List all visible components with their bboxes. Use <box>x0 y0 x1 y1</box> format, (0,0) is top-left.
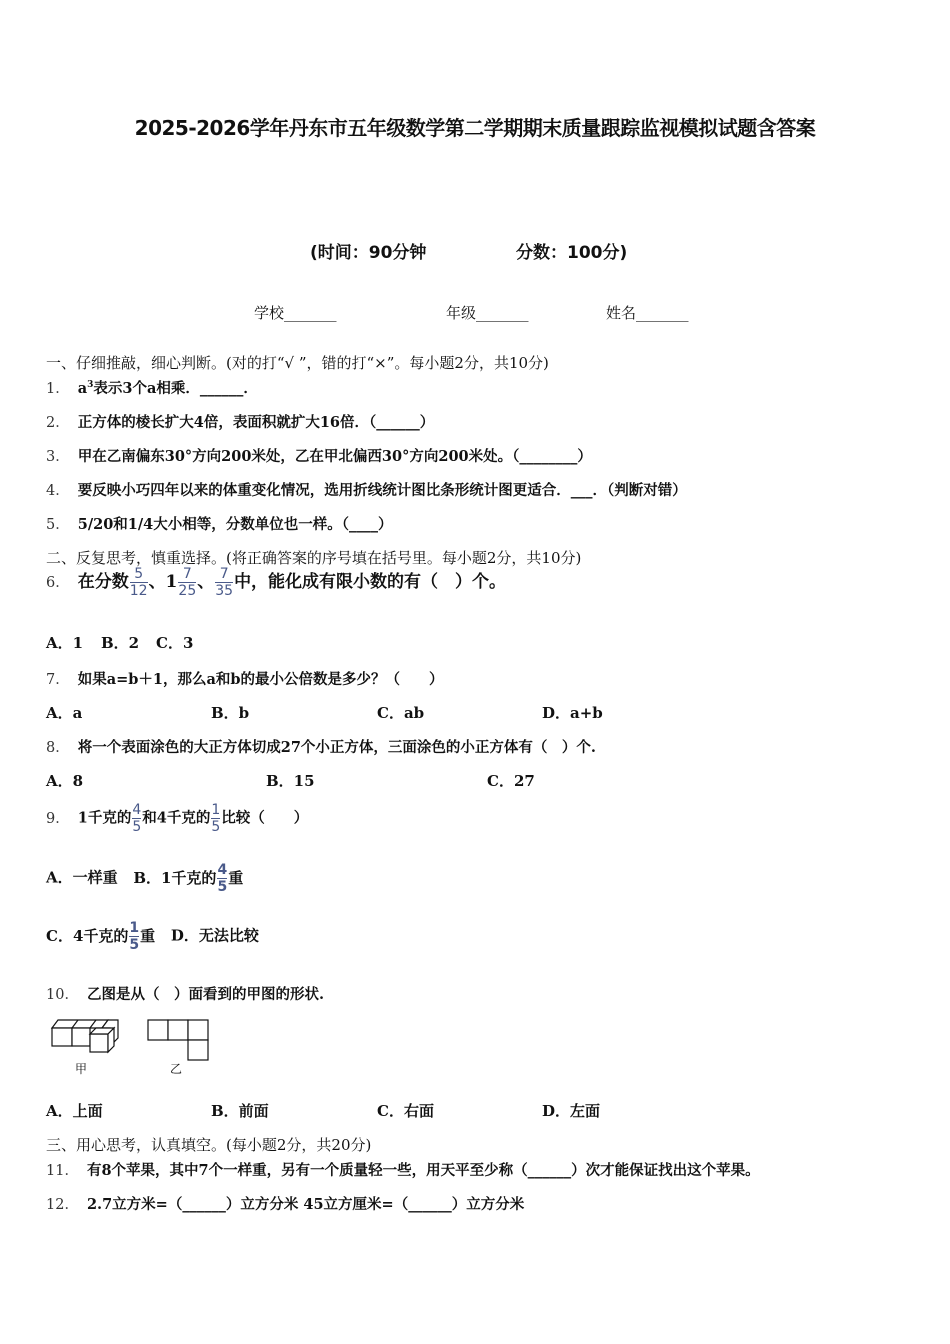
fraction: $\frac{1}{5}$ <box>129 920 140 953</box>
page-title: 2025-2026学年丹东市五年级数学第二学期期末质量跟踪监视模拟试题含答案 <box>134 116 816 140</box>
q7-option-c: C．ab <box>377 704 425 722</box>
question-1: 1． $a^3$表示3个a相乘．______． <box>46 380 258 397</box>
question-3: 3． 甲在乙南偏东30°方向200米处，乙在甲北偏西30°方向200米处。（________） <box>46 448 592 465</box>
exam-score: 分数：100分) <box>516 243 628 263</box>
q9-option-c: C．4千克的 $\frac{1}{5}$ 重 <box>46 920 156 953</box>
question-number: 9． <box>46 810 70 827</box>
question-number: 1． <box>46 381 70 397</box>
q9-option-d: D．无法比较 <box>170 926 259 945</box>
q6-option-b: B．2 <box>101 634 140 652</box>
question-number: 7． <box>46 672 70 688</box>
q7-option-a: A．a <box>46 704 83 722</box>
cube-figure-jia <box>50 1016 122 1058</box>
question-11: 11． 有8个苹果，其中7个一样重，另有一个质量轻一些，用天平至少称（______）次才能保证找出这个苹果。 <box>46 1162 760 1179</box>
question-9: 9． 1千克的 $\frac{4}{5}$ 和4千克的 $\frac{1}{5}$ 比较（ ） <box>46 802 309 835</box>
q9-options-row-1 <box>46 862 243 895</box>
fraction: $\frac{7}{25}$ <box>178 566 197 599</box>
question-number: 3． <box>46 449 70 465</box>
question-number: 10． <box>46 987 79 1003</box>
q9-option-a: A．一样重 <box>46 868 118 887</box>
question-number: 5． <box>46 517 70 533</box>
question-2: 2． 正方体的棱长扩大4倍，表面积就扩大16倍．（______） <box>46 414 435 431</box>
question-number: 12． <box>46 1197 79 1213</box>
q9-option-b: B．1千克的 $\frac{4}{5}$ 重 <box>133 862 244 895</box>
figure-label-jia: 甲 <box>75 1062 88 1076</box>
q8-option-b: B．15 <box>266 772 315 790</box>
question-7: 7． 如果a=b＋1，那么a和b的最小公倍数是多少？（ ） <box>46 671 444 688</box>
name-field: 姓名_______ <box>606 304 689 322</box>
q7-option-b: B．b <box>211 704 250 722</box>
question-number: 4． <box>46 483 70 499</box>
fraction: $\frac{5}{12}$ <box>129 566 148 599</box>
grade-field: 年级_______ <box>446 304 529 322</box>
figure-label-yi: 乙 <box>170 1062 183 1076</box>
question-12: 12． 2.7立方米=（______）立方分米 45立方厘米=（______）立方分米 <box>46 1196 525 1213</box>
fraction: $\frac{4}{5}$ <box>217 862 228 895</box>
q8-option-a: A．8 <box>46 772 84 790</box>
question-number: 11． <box>46 1163 79 1179</box>
question-5: 5． 5/20和1/4大小相等，分数单位也一样。（____） <box>46 516 393 533</box>
question-6: 6． 在分数 $\frac{5}{12}$ 、1 $\frac{7}{25}$ 、 $\frac{7}{35}$ 中，能化成有限小数的有（ ）个。 <box>46 566 507 599</box>
fraction: $\frac{1}{5}$ <box>211 802 221 835</box>
q6-option-c: C．3 <box>156 634 194 652</box>
section-1-heading: 一、仔细推敲，细心判断。(对的打“√ ”，错的打“×”。每小题2分，共10分) <box>46 354 549 372</box>
grid-figure-yi <box>146 1018 210 1062</box>
fraction: $\frac{4}{5}$ <box>132 802 142 835</box>
q8-option-c: C．27 <box>487 772 535 790</box>
question-number: 2． <box>46 415 70 431</box>
q6-option-a: A．1 <box>46 634 84 652</box>
exam-time: (时间：90分钟 <box>310 243 427 263</box>
section-3-heading: 三、用心思考，认真填空。(每小题2分，共20分) <box>46 1136 372 1154</box>
question-4: 4． 要反映小巧四年以来的体重变化情况，选用折线统计图比条形统计图更适合．___．（判断对错） <box>46 482 687 499</box>
section-2-heading: 二、反复思考，慎重选择。(将正确答案的序号填在括号里。每小题2分，共10分) <box>46 549 582 567</box>
school-field: 学校_______ <box>254 304 337 322</box>
question-number: 6． <box>46 575 70 591</box>
q10-option-a: A．上面 <box>46 1102 103 1120</box>
q7-option-d: D．a+b <box>542 704 603 722</box>
question-10: 10． 乙图是从（ ）面看到的甲图的形状. <box>46 986 324 1003</box>
fraction: $\frac{7}{35}$ <box>215 566 234 599</box>
q9-options-row-2 <box>46 920 259 953</box>
q10-option-d: D．左面 <box>542 1102 601 1120</box>
q10-option-c: C．右面 <box>377 1102 434 1120</box>
q10-option-b: B．前面 <box>211 1102 269 1120</box>
question-number: 8． <box>46 740 70 756</box>
question-8: 8． 将一个表面涂色的大正方体切成27个小正方体，三面涂色的小正方体有（ ）个. <box>46 739 596 756</box>
